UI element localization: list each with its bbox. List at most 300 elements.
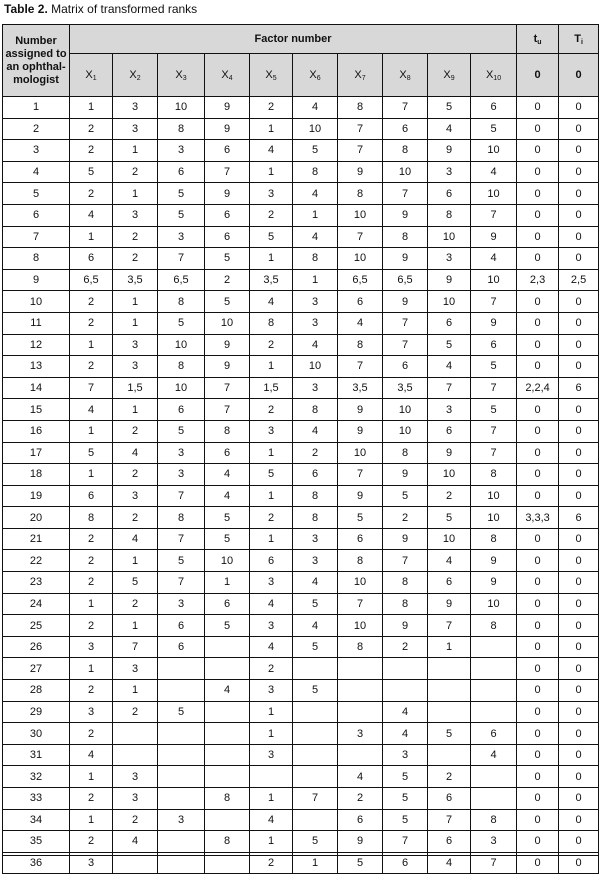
- table-cell: 8: [293, 399, 338, 421]
- table-row: [3, 420, 599, 442]
- table-cell: 3: [428, 161, 471, 183]
- table-cell: 3: [70, 701, 113, 723]
- table-cell: 3,3,3: [517, 507, 559, 529]
- table-row: [3, 204, 599, 226]
- table-cell: 4: [428, 118, 471, 140]
- factor-header: $X_{10}$: [471, 54, 517, 97]
- table-cell: 4: [428, 852, 471, 874]
- table-row: [3, 118, 599, 140]
- table-cell: 2: [250, 204, 293, 226]
- table-cell: 9: [383, 464, 428, 486]
- table-cell: 6: [70, 248, 113, 270]
- table-cell: 3: [70, 636, 113, 658]
- caption-label: Table 2.: [4, 2, 48, 16]
- table-cell: [158, 831, 205, 853]
- table-cell: 5: [428, 97, 471, 119]
- table-cell: 24: [3, 593, 70, 615]
- table-row: [3, 269, 599, 291]
- table-cell: 7: [338, 464, 383, 486]
- table-cell: [338, 744, 383, 766]
- table-cell: 0: [517, 118, 559, 140]
- table-cell: 10: [471, 140, 517, 162]
- table-cell: 0: [559, 420, 599, 442]
- table-cell: 1: [250, 161, 293, 183]
- table-cell: 7: [113, 636, 158, 658]
- table-cell: 1: [293, 852, 338, 874]
- table-cell: 9: [338, 420, 383, 442]
- table-cell: 2: [70, 291, 113, 313]
- table-cell: 10: [383, 399, 428, 421]
- table-cell: 4: [205, 485, 250, 507]
- table-cell: 0: [559, 226, 599, 248]
- table-cell: 7: [158, 572, 205, 594]
- table-cell: 11: [3, 312, 70, 334]
- table-cell: 4: [293, 226, 338, 248]
- table-cell: 1: [70, 464, 113, 486]
- table-cell: 6: [428, 312, 471, 334]
- table-cell: 3: [383, 744, 428, 766]
- table-cell: 6: [428, 183, 471, 205]
- table-cell: 10: [471, 485, 517, 507]
- table-cell: 5: [158, 183, 205, 205]
- table-cell: 1: [113, 291, 158, 313]
- table-cell: 6,5: [338, 269, 383, 291]
- table-cell: 8: [383, 226, 428, 248]
- table-cell: 4: [250, 636, 293, 658]
- table-cell: 35: [3, 831, 70, 853]
- table-cell: 0: [517, 593, 559, 615]
- table-cell: 26: [3, 636, 70, 658]
- table-cell: 0: [559, 831, 599, 853]
- table-cell: 8: [70, 507, 113, 529]
- table-cell: 30: [3, 723, 70, 745]
- table-cell: 7: [293, 788, 338, 810]
- table-cell: 8: [250, 312, 293, 334]
- table-cell: 34: [3, 809, 70, 831]
- table-cell: 3: [3, 140, 70, 162]
- table-cell: 1: [250, 723, 293, 745]
- table-cell: 0: [559, 183, 599, 205]
- table-cell: 0: [517, 809, 559, 831]
- table-row: [3, 766, 599, 788]
- table-cell: 7: [471, 204, 517, 226]
- table-cell: 8: [158, 291, 205, 313]
- table-cell: 5: [293, 680, 338, 702]
- table-cell: 6: [338, 291, 383, 313]
- table-cell: 7: [471, 442, 517, 464]
- table-cell: 4: [293, 334, 338, 356]
- table-row: [3, 723, 599, 745]
- table-cell: 6: [70, 485, 113, 507]
- table-cell: 6: [3, 204, 70, 226]
- table-cell: [250, 766, 293, 788]
- table-cell: 0: [559, 572, 599, 594]
- table-cell: 4: [205, 680, 250, 702]
- table-cell: 4: [70, 204, 113, 226]
- table-cell: 0: [559, 442, 599, 464]
- table-cell: 16: [3, 420, 70, 442]
- table-cell: 0: [559, 723, 599, 745]
- table-cell: 0: [517, 680, 559, 702]
- table-row: [3, 291, 599, 313]
- table-cell: 19: [3, 485, 70, 507]
- table-cell: [205, 701, 250, 723]
- factor-header: $X_4$: [205, 54, 250, 97]
- table-cell: [471, 658, 517, 680]
- table-cell: 9: [338, 161, 383, 183]
- table-cell: [338, 680, 383, 702]
- table-cell: [113, 744, 158, 766]
- table-cell: 3: [113, 334, 158, 356]
- table-cell: 3: [158, 809, 205, 831]
- table-cell: 4: [250, 140, 293, 162]
- table-cell: 7: [338, 226, 383, 248]
- table-cell: 8: [471, 528, 517, 550]
- table-cell: 6: [559, 507, 599, 529]
- table-cell: [293, 701, 338, 723]
- table-cell: 10: [158, 377, 205, 399]
- table-cell: 10: [338, 615, 383, 637]
- table-cell: [158, 766, 205, 788]
- table-cell: 6: [158, 615, 205, 637]
- table-cell: 5: [428, 334, 471, 356]
- table-cell: 0: [559, 485, 599, 507]
- table-cell: 5: [158, 312, 205, 334]
- table-cell: 8: [338, 334, 383, 356]
- table-cell: 4: [383, 723, 428, 745]
- table-cell: 6: [158, 161, 205, 183]
- table-cell: 0: [517, 312, 559, 334]
- table-row: [3, 442, 599, 464]
- table-cell: 9: [383, 528, 428, 550]
- table-cell: 18: [3, 464, 70, 486]
- table-cell: 21: [3, 528, 70, 550]
- table-cell: 10: [338, 572, 383, 594]
- table-cell: 25: [3, 615, 70, 637]
- table-cell: [113, 723, 158, 745]
- table-cell: 0: [559, 291, 599, 313]
- table-cell: 8: [338, 636, 383, 658]
- table-cell: 10: [338, 204, 383, 226]
- table-cell: 0: [559, 528, 599, 550]
- table-cell: 7: [471, 852, 517, 874]
- table-row: [3, 593, 599, 615]
- table-cell: 3: [113, 204, 158, 226]
- table-cell: [293, 744, 338, 766]
- table-cell: 4: [205, 464, 250, 486]
- table-cell: 22: [3, 550, 70, 572]
- table-cell: 8: [383, 572, 428, 594]
- table-cell: 10: [428, 291, 471, 313]
- table-cell: 3: [250, 420, 293, 442]
- table-cell: 2: [113, 420, 158, 442]
- table-cell: 8: [338, 550, 383, 572]
- table-cell: 10: [428, 226, 471, 248]
- table-cell: 5: [383, 809, 428, 831]
- table-cell: 5: [428, 507, 471, 529]
- factor-header: $X_9$: [428, 54, 471, 97]
- table-cell: 2: [113, 809, 158, 831]
- table-cell: [205, 636, 250, 658]
- table-cell: 0: [559, 701, 599, 723]
- ti-zero-header: 0: [559, 54, 599, 97]
- table-cell: 2: [70, 312, 113, 334]
- table-cell: 0: [517, 831, 559, 853]
- table-row: [3, 572, 599, 594]
- table-cell: 8: [293, 248, 338, 270]
- table-row: [3, 788, 599, 810]
- table-cell: 6: [428, 831, 471, 853]
- table-cell: 10: [205, 550, 250, 572]
- table-cell: 7: [428, 377, 471, 399]
- table-cell: 9: [205, 97, 250, 119]
- table-cell: 6: [428, 572, 471, 594]
- table-cell: 0: [559, 788, 599, 810]
- table-cell: 7: [338, 593, 383, 615]
- table-cell: 3: [113, 356, 158, 378]
- table-cell: 3: [158, 593, 205, 615]
- table-cell: 0: [517, 356, 559, 378]
- table-cell: 7: [70, 377, 113, 399]
- table-cell: 0: [559, 399, 599, 421]
- table-cell: 3: [428, 399, 471, 421]
- table-cell: 3: [113, 485, 158, 507]
- table-cell: 8: [383, 140, 428, 162]
- table-cell: 9: [383, 291, 428, 313]
- table-cell: 0: [517, 226, 559, 248]
- table-cell: 5: [293, 636, 338, 658]
- table-cell: 10: [338, 248, 383, 270]
- table-cell: 1: [250, 356, 293, 378]
- table-cell: 5: [338, 852, 383, 874]
- table-cell: 1: [293, 269, 338, 291]
- table-cell: 0: [517, 658, 559, 680]
- table-cell: [428, 744, 471, 766]
- table-cell: 2: [383, 636, 428, 658]
- table-cell: 0: [559, 658, 599, 680]
- table-cell: 2: [70, 831, 113, 853]
- table-cell: 4: [338, 766, 383, 788]
- factor-header: $X_6$: [293, 54, 338, 97]
- table-cell: 0: [517, 528, 559, 550]
- table-cell: 0: [559, 312, 599, 334]
- table-cell: 3: [293, 377, 338, 399]
- table-cell: 3,5: [250, 269, 293, 291]
- table-cell: 5: [158, 550, 205, 572]
- table-cell: 14: [3, 377, 70, 399]
- table-cell: 9: [471, 572, 517, 594]
- table-cell: 4: [70, 744, 113, 766]
- table-cell: [293, 766, 338, 788]
- table-cell: 5: [383, 485, 428, 507]
- table-cell: 0: [559, 615, 599, 637]
- table-cell: 8: [293, 507, 338, 529]
- table-cell: 5: [293, 140, 338, 162]
- table-cell: 7: [383, 550, 428, 572]
- table-cell: 23: [3, 572, 70, 594]
- table-row: [3, 356, 599, 378]
- table-cell: [428, 680, 471, 702]
- table-cell: 9: [428, 269, 471, 291]
- table-cell: 5: [471, 356, 517, 378]
- table-row: [3, 831, 599, 853]
- table-cell: 5: [158, 701, 205, 723]
- table-cell: 2: [338, 788, 383, 810]
- table-cell: 0: [559, 161, 599, 183]
- table-cell: 1: [205, 572, 250, 594]
- table-cell: 36: [3, 852, 70, 874]
- table-cell: 3: [113, 788, 158, 810]
- table-cell: 2: [70, 550, 113, 572]
- factor-header: $X_7$: [338, 54, 383, 97]
- table-cell: 6: [383, 118, 428, 140]
- table-cell: 3: [158, 464, 205, 486]
- table-row: [3, 485, 599, 507]
- table-cell: 9: [428, 140, 471, 162]
- table-cell: 7: [205, 399, 250, 421]
- table-cell: 7: [471, 420, 517, 442]
- table-cell: 0: [517, 97, 559, 119]
- table-cell: 10: [471, 507, 517, 529]
- table-cell: 1: [3, 97, 70, 119]
- table-cell: 0: [559, 852, 599, 874]
- table-cell: 8: [158, 507, 205, 529]
- table-cell: 8: [293, 161, 338, 183]
- table-cell: 7: [205, 161, 250, 183]
- table-cell: 5: [338, 507, 383, 529]
- table-cell: 10: [471, 183, 517, 205]
- table-cell: [293, 723, 338, 745]
- table-cell: 5: [428, 723, 471, 745]
- table-cell: 2,5: [559, 269, 599, 291]
- table-cell: 2: [250, 507, 293, 529]
- table-cell: [428, 658, 471, 680]
- table-cell: 1: [70, 226, 113, 248]
- table-cell: 6: [471, 97, 517, 119]
- table-cell: 10: [428, 464, 471, 486]
- table-cell: 4: [250, 593, 293, 615]
- table-cell: [471, 766, 517, 788]
- table-cell: [293, 809, 338, 831]
- table-cell: 0: [559, 636, 599, 658]
- table-cell: 5: [3, 183, 70, 205]
- table-row: [3, 636, 599, 658]
- table-cell: 3: [250, 183, 293, 205]
- table-cell: 7: [383, 334, 428, 356]
- table-cell: 9: [205, 118, 250, 140]
- table-cell: 6: [338, 809, 383, 831]
- table-cell: 9: [338, 831, 383, 853]
- table-cell: 20: [3, 507, 70, 529]
- table-cell: 6: [205, 442, 250, 464]
- table-cell: 0: [559, 464, 599, 486]
- table-cell: 0: [517, 615, 559, 637]
- table-cell: 8: [471, 464, 517, 486]
- table-cell: 9: [205, 356, 250, 378]
- table-cell: 4: [428, 550, 471, 572]
- table-cell: 3: [250, 744, 293, 766]
- table-cell: 6: [383, 356, 428, 378]
- table-cell: 8: [383, 593, 428, 615]
- table-row: [3, 809, 599, 831]
- table-cell: 12: [3, 334, 70, 356]
- table-cell: 3: [293, 291, 338, 313]
- table-cell: 2,3: [517, 269, 559, 291]
- table-cell: 9: [383, 615, 428, 637]
- table-cell: 7: [383, 831, 428, 853]
- table-cell: 4: [471, 744, 517, 766]
- table-cell: 13: [3, 356, 70, 378]
- table-cell: 2: [70, 723, 113, 745]
- table-cell: [205, 658, 250, 680]
- table-cell: 3: [70, 852, 113, 874]
- table-cell: 4: [428, 356, 471, 378]
- table-cell: 6: [338, 528, 383, 550]
- table-row: [3, 701, 599, 723]
- table-cell: 8: [205, 831, 250, 853]
- table-cell: 4: [471, 161, 517, 183]
- table-cell: 1: [113, 140, 158, 162]
- table-cell: 0: [517, 140, 559, 162]
- table-cell: 31: [3, 744, 70, 766]
- table-cell: 8: [158, 118, 205, 140]
- factor-header: $X_2$: [113, 54, 158, 97]
- table-cell: 1: [250, 248, 293, 270]
- table-cell: 1: [70, 334, 113, 356]
- table-cell: 9: [338, 399, 383, 421]
- table-cell: 8: [471, 809, 517, 831]
- table-cell: 0: [517, 464, 559, 486]
- table-cell: 2: [113, 226, 158, 248]
- table-cell: 1: [113, 399, 158, 421]
- table-cell: 0: [517, 723, 559, 745]
- table-cell: 2: [70, 680, 113, 702]
- table-cell: 6,5: [158, 269, 205, 291]
- table-cell: 3: [113, 658, 158, 680]
- table-cell: 6: [158, 399, 205, 421]
- table-cell: [158, 723, 205, 745]
- table-cell: 3,5: [113, 269, 158, 291]
- table-cell: 4: [293, 572, 338, 594]
- table-cell: 0: [559, 204, 599, 226]
- table-cell: 2: [70, 572, 113, 594]
- table-cell: 5: [205, 507, 250, 529]
- table-cell: 0: [559, 593, 599, 615]
- table-cell: 2: [70, 788, 113, 810]
- table-cell: 5: [250, 226, 293, 248]
- table-cell: 6,5: [383, 269, 428, 291]
- table-cell: 4: [250, 291, 293, 313]
- table-cell: 2: [70, 356, 113, 378]
- table-cell: 2: [113, 464, 158, 486]
- table-cell: 2: [428, 766, 471, 788]
- table-cell: 2: [250, 334, 293, 356]
- table-cell: 9: [428, 593, 471, 615]
- table-cell: 5: [158, 420, 205, 442]
- table-cell: 3: [113, 97, 158, 119]
- table-cell: 3: [158, 226, 205, 248]
- table-cell: [471, 701, 517, 723]
- table-cell: 8: [428, 204, 471, 226]
- table-cell: [158, 680, 205, 702]
- table-cell: 33: [3, 788, 70, 810]
- table-cell: 5: [471, 399, 517, 421]
- table-cell: 3: [471, 831, 517, 853]
- table-cell: 1: [113, 312, 158, 334]
- table-cell: [338, 701, 383, 723]
- col-header-tu: $t_u$: [517, 25, 559, 54]
- table-row: [3, 744, 599, 766]
